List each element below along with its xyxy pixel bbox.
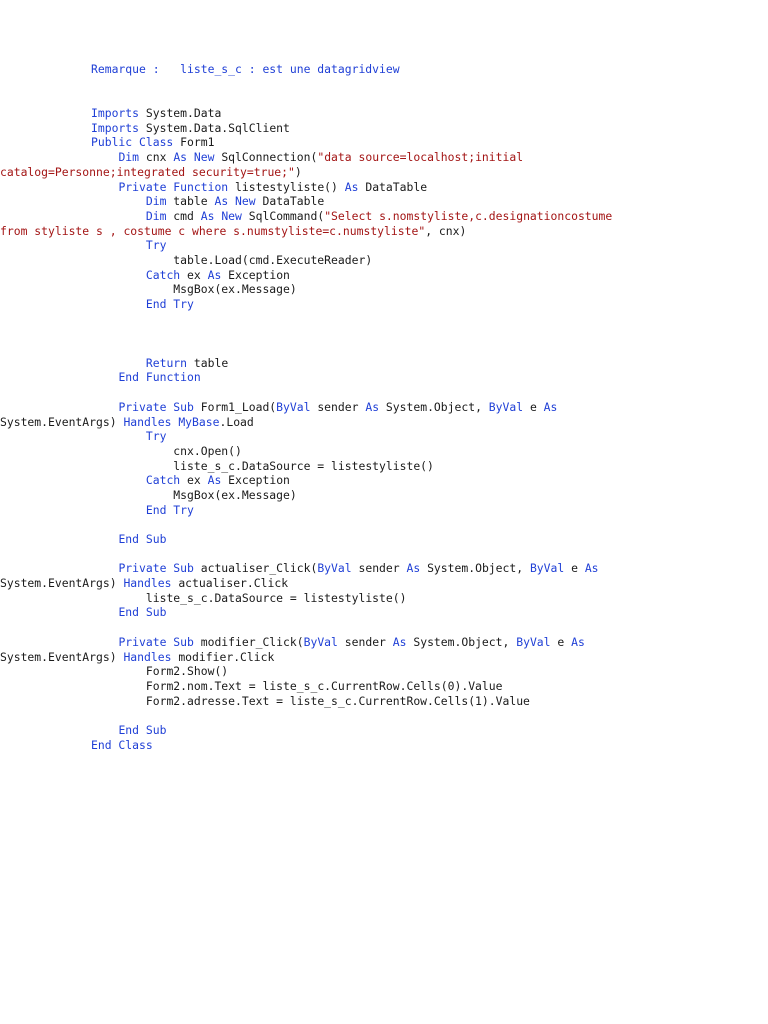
code-token: DataTable: [358, 179, 428, 194]
code-line: [91, 679, 751, 694]
code-line: [91, 106, 751, 121]
indent: [91, 180, 118, 194]
code-token: System.Data: [139, 106, 222, 121]
code-token: SqlConnection(: [214, 150, 318, 165]
code-line: [91, 517, 751, 532]
code-line: [91, 473, 751, 488]
code-token: cnx: [139, 150, 174, 165]
code-token: actualiser_Click(: [193, 561, 318, 576]
code-line: [91, 282, 751, 297]
code-token: System.Data.SqlClient: [139, 120, 290, 135]
keyword-token: Imports: [91, 120, 140, 135]
keyword-token: Handles: [123, 649, 172, 664]
string-token: "Select s.nomstyliste,c.designationcostume: [324, 208, 613, 223]
code-token: System.Object,: [406, 634, 517, 649]
keyword-token: Public Class: [91, 135, 174, 150]
code-line: [91, 620, 751, 635]
indent: [91, 561, 118, 575]
indent: [91, 664, 146, 678]
keyword-token: As New: [200, 208, 242, 223]
indent: [91, 238, 146, 252]
keyword-token: As: [584, 561, 599, 576]
code-token: modifier_Click(: [193, 634, 304, 649]
indent: [91, 429, 146, 443]
keyword-token: Private Function: [118, 179, 229, 194]
keyword-token: End Class: [91, 737, 153, 752]
code-line: [91, 561, 751, 576]
indent: [91, 400, 118, 414]
keyword-token: Catch: [145, 473, 181, 488]
keyword-token: End Try: [145, 502, 194, 517]
keyword-token: Try: [145, 238, 167, 253]
indent: [91, 679, 146, 693]
keyword-token: Try: [145, 429, 167, 444]
code-line: [91, 488, 751, 503]
indent: [91, 503, 146, 517]
keyword-token: Private Sub: [118, 561, 194, 576]
indent: [91, 150, 118, 164]
keyword-token: As: [365, 399, 380, 414]
code-token: e: [523, 399, 544, 414]
keyword-token: Handles: [123, 576, 172, 591]
keyword-token: Private Sub: [118, 634, 194, 649]
code-line: [91, 503, 751, 518]
keyword-token: End Sub: [118, 532, 167, 546]
code-line: [91, 370, 751, 385]
code-token: System.EventArgs): [0, 576, 124, 591]
keyword-token: ByVal: [488, 399, 524, 414]
code-listing: [0, 62, 751, 752]
code-token: SqlCommand(: [241, 208, 325, 223]
keyword-token: ByVal: [303, 634, 338, 649]
keyword-token: ByVal: [529, 561, 565, 576]
code-line: [91, 238, 751, 253]
indent: [91, 605, 118, 619]
code-token: ): [294, 164, 302, 179]
string-token: catalog=Personne;integrated security=true;": [0, 164, 295, 179]
code-token: table: [187, 355, 229, 370]
code-token: MsgBox(ex.Message): [173, 487, 297, 502]
code-line: [91, 77, 751, 92]
keyword-token: Private Sub: [118, 399, 194, 414]
code-line: [91, 180, 751, 195]
code-token: sender: [351, 561, 407, 576]
remark-text: Remarque : liste_s_c : est une datagridview: [91, 62, 400, 76]
code-line: [91, 297, 751, 312]
code-line: [91, 664, 751, 679]
keyword-token: ByVal: [317, 561, 352, 576]
code-token: sender: [337, 634, 393, 649]
code-token: Form1: [173, 135, 215, 150]
string-token: from styliste s , costume c where s.numstyliste=c.numstyliste": [0, 223, 426, 238]
code-line: [91, 459, 751, 474]
indent: [91, 356, 146, 370]
code-token: table.Load(cmd.ExecuteReader): [173, 252, 373, 267]
code-line: [0, 224, 751, 239]
code-token: sender: [310, 399, 366, 414]
keyword-token: MyBase: [178, 414, 220, 429]
code-token: DataTable: [255, 194, 325, 209]
code-token: Exception: [221, 473, 290, 488]
keyword-token: Imports: [91, 106, 140, 121]
remark-line: [91, 62, 751, 77]
indent: [91, 723, 118, 737]
code-line: [91, 268, 751, 283]
keyword-token: As: [392, 634, 407, 649]
keyword-token: ByVal: [276, 399, 311, 414]
code-line: [91, 400, 751, 415]
keyword-token: Handles: [123, 414, 172, 429]
indent: [91, 635, 118, 649]
code-line: [91, 694, 751, 709]
code-token: MsgBox(ex.Message): [173, 282, 297, 297]
indent: [91, 209, 146, 223]
indent: [91, 473, 146, 487]
code-line: [91, 253, 751, 268]
code-token: e: [564, 561, 585, 576]
keyword-token: As New: [214, 194, 256, 209]
code-line: [91, 708, 751, 723]
keyword-token: End Function: [118, 370, 201, 385]
indent: [91, 459, 173, 473]
code-token: liste_s_c.DataSource = listestyliste(): [145, 590, 407, 605]
code-line: [91, 444, 751, 459]
code-line: [0, 165, 751, 180]
indent: [91, 488, 173, 502]
code-line: [91, 738, 751, 753]
keyword-token: End Sub: [118, 722, 167, 737]
code-line: [91, 723, 751, 738]
code-line: [0, 650, 751, 665]
keyword-token: Return: [145, 355, 188, 370]
code-token: actualiser.Click: [171, 576, 289, 591]
indent: [91, 370, 118, 384]
code-token: liste_s_c.DataSource = listestyliste(): [173, 458, 434, 473]
code-line: [91, 591, 751, 606]
code-token: Form2.nom.Text = liste_s_c.CurrentRow.Cells(0).Value: [145, 678, 503, 693]
keyword-token: ByVal: [516, 634, 551, 649]
indent: [91, 591, 146, 605]
code-line: [91, 385, 751, 400]
code-token: .Load: [219, 414, 254, 429]
code-line: [0, 576, 751, 591]
keyword-token: As: [207, 267, 222, 282]
indent: [91, 532, 118, 546]
keyword-token: Dim: [145, 208, 167, 223]
code-token: e: [550, 634, 572, 649]
code-token: Form2.adresse.Text = liste_s_c.CurrentRow.Cells(1).Value: [145, 693, 530, 708]
keyword-token: Dim: [145, 194, 167, 209]
keyword-token: End Try: [145, 297, 194, 311]
code-line: [91, 356, 751, 371]
indent: [91, 268, 146, 282]
keyword-token: Dim: [118, 150, 140, 165]
keyword-token: Catch: [145, 267, 181, 282]
code-line: [91, 209, 751, 224]
keyword-token: As: [344, 179, 359, 194]
code-line: [91, 121, 751, 136]
indent: [91, 694, 146, 708]
code-line: [91, 532, 751, 547]
code-token: System.EventArgs): [0, 414, 124, 429]
indent: [91, 444, 173, 458]
code-token: listestyliste(): [228, 179, 345, 194]
code-token: Exception: [221, 267, 290, 282]
code-token: modifier.Click: [171, 649, 275, 664]
code-token: System.EventArgs): [0, 649, 124, 664]
code-line: [91, 135, 751, 150]
indent: [91, 297, 146, 311]
code-line: [0, 415, 751, 430]
code-token: Form2.Show(): [145, 664, 229, 679]
code-line: [91, 635, 751, 650]
keyword-token: As: [543, 399, 558, 414]
code-token: System.Object,: [420, 561, 530, 576]
string-token: "data source=localhost;initial: [317, 150, 524, 165]
code-line: [91, 605, 751, 620]
keyword-token: As: [406, 561, 421, 576]
code-line: [91, 312, 751, 327]
code-token: ex: [180, 473, 208, 488]
indent: [91, 194, 146, 208]
keyword-token: As: [207, 473, 222, 488]
code-token: table: [166, 194, 215, 209]
keyword-token: As: [571, 634, 585, 649]
code-line: [91, 194, 751, 209]
indent: [91, 253, 173, 267]
code-token: , cnx): [425, 223, 467, 238]
code-line: [91, 150, 751, 165]
code-line: [91, 326, 751, 341]
code-line: [91, 91, 751, 106]
indent: [91, 282, 173, 296]
code-line: [91, 341, 751, 356]
keyword-token: End Sub: [118, 605, 167, 620]
code-token: ex: [180, 267, 208, 282]
code-token: Form1_Load(: [193, 399, 277, 414]
code-token: cnx.Open(): [173, 443, 242, 458]
code-line: [91, 429, 751, 444]
code-token: cmd: [166, 208, 201, 223]
code-line: [91, 547, 751, 562]
keyword-token: As New: [173, 150, 215, 165]
code-token: System.Object,: [379, 399, 489, 414]
